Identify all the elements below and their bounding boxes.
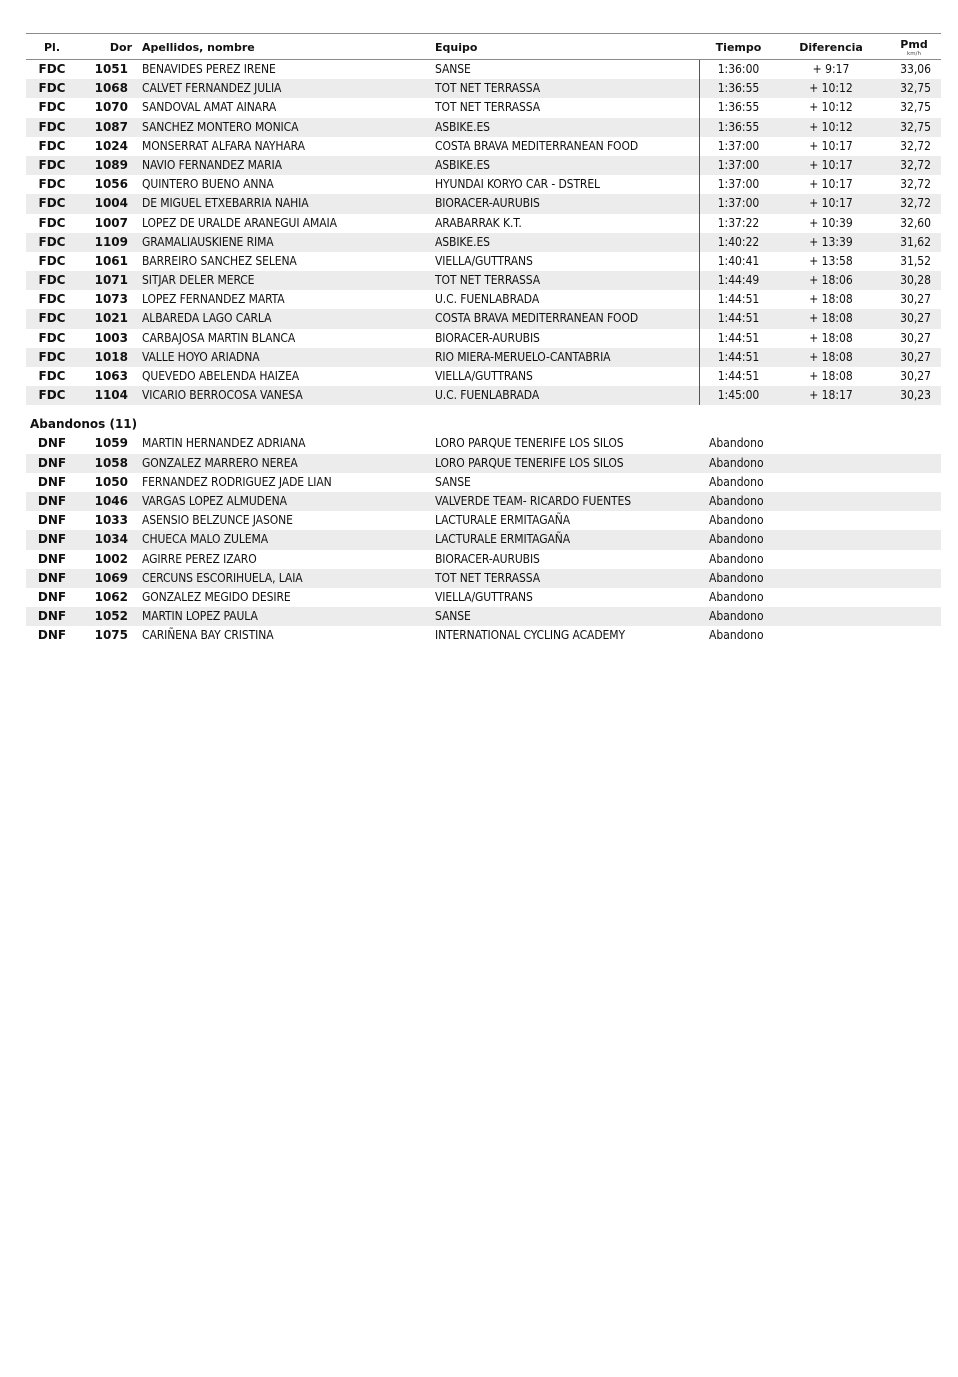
cell-time: 1:37:00 bbox=[717, 177, 760, 192]
header-pl: Pl. bbox=[43, 41, 60, 54]
table-row bbox=[26, 434, 941, 453]
cell-name: CALVET FERNANDEZ JULIA bbox=[142, 81, 282, 96]
table-row bbox=[26, 492, 941, 511]
table-header bbox=[26, 34, 941, 59]
cell-name: GONZALEZ MARRERO NEREA bbox=[142, 455, 298, 470]
cell-dor: 1002 bbox=[94, 551, 128, 566]
cell-team: VIELLA/GUTTRANS bbox=[435, 253, 533, 268]
cell-time: 1:44:51 bbox=[717, 292, 760, 307]
cell-team: RIO MIERA-MERUELO-CANTABRIA bbox=[435, 349, 611, 364]
cell-name: QUEVEDO ABELENDA HAIZEA bbox=[142, 369, 300, 383]
cell-time: 1:44:51 bbox=[717, 311, 760, 326]
table-row bbox=[26, 233, 941, 252]
cell-dor: 1063 bbox=[94, 369, 128, 383]
cell-diff: + 18:08 bbox=[809, 330, 853, 345]
abandonos-title-text: Abandonos (11) bbox=[30, 417, 138, 432]
table-row bbox=[26, 98, 941, 117]
cell-dor: 1051 bbox=[94, 62, 128, 76]
column-divider bbox=[699, 329, 700, 348]
cell-status: Abandono bbox=[709, 570, 764, 585]
cell-dor: 1004 bbox=[94, 196, 128, 211]
header-name: Apellidos, nombre bbox=[142, 41, 255, 54]
table-row bbox=[26, 530, 941, 549]
cell-name: ASENSIO BELZUNCE JASONE bbox=[142, 513, 293, 528]
table-row bbox=[26, 626, 941, 645]
cell-diff: + 18:17 bbox=[809, 388, 853, 403]
table-row bbox=[26, 309, 941, 328]
cell-pmd: 32,60 bbox=[900, 215, 931, 230]
cell-diff: + 10:17 bbox=[809, 177, 853, 192]
cell-team: U.C. FUENLABRADA bbox=[435, 388, 540, 403]
cell-team: COSTA BRAVA MEDITERRANEAN FOOD bbox=[435, 138, 639, 153]
cell-dor: 1109 bbox=[94, 234, 128, 249]
cell-dor: 1061 bbox=[94, 253, 128, 268]
column-divider bbox=[699, 233, 700, 252]
cell-name: ALBAREDA LAGO CARLA bbox=[142, 311, 272, 326]
table-row bbox=[26, 290, 941, 309]
cell-team: LACTURALE ERMITAGAÑA bbox=[435, 532, 571, 547]
cell-diff: + 13:58 bbox=[809, 253, 853, 268]
table-row bbox=[26, 588, 941, 607]
cell-name: VARGAS LOPEZ ALMUDENA bbox=[142, 493, 287, 508]
cell-pl: FDC bbox=[38, 215, 66, 230]
cell-team: TOT NET TERRASSA bbox=[435, 81, 541, 96]
cell-time: 1:36:55 bbox=[717, 119, 760, 134]
table-row bbox=[26, 329, 941, 348]
table-row bbox=[26, 60, 941, 79]
cell-pl: FDC bbox=[38, 234, 66, 249]
column-divider bbox=[699, 60, 700, 79]
cell-team: SANSE bbox=[435, 474, 471, 489]
cell-name: SITJAR DELER MERCE bbox=[142, 273, 255, 288]
cell-name: MONSERRAT ALFARA NAYHARA bbox=[142, 138, 305, 153]
cell-name: LOPEZ FERNANDEZ MARTA bbox=[142, 292, 285, 307]
cell-diff: + 10:12 bbox=[809, 119, 853, 134]
cell-pmd: 30,27 bbox=[900, 369, 931, 383]
cell-pmd: 32,75 bbox=[900, 119, 931, 134]
cell-dor: 1069 bbox=[94, 570, 128, 585]
cell-name: SANDOVAL AMAT AINARA bbox=[142, 100, 277, 115]
cell-team: LACTURALE ERMITAGAÑA bbox=[435, 513, 571, 528]
cell-pl: FDC bbox=[38, 138, 66, 153]
cell-dor: 1059 bbox=[94, 436, 128, 451]
cell-team: LORO PARQUE TENERIFE LOS SILOS bbox=[435, 436, 624, 451]
cell-dor: 1024 bbox=[94, 138, 128, 153]
cell-status: Abandono bbox=[709, 513, 764, 528]
cell-dor: 1058 bbox=[94, 455, 128, 470]
cell-team: VIELLA/GUTTRANS bbox=[435, 369, 533, 383]
column-divider bbox=[699, 252, 700, 271]
cell-pl: FDC bbox=[38, 62, 66, 76]
cell-status: Abandono bbox=[709, 455, 764, 470]
cell-pl: DNF bbox=[37, 455, 67, 470]
cell-pmd: 32,75 bbox=[900, 100, 931, 115]
cell-name: CARBAJOSA MARTIN BLANCA bbox=[142, 330, 296, 345]
cell-diff: + 18:08 bbox=[809, 349, 853, 364]
cell-time: 1:37:00 bbox=[717, 157, 760, 172]
cell-team: ASBIKE.ES bbox=[435, 119, 490, 134]
cell-pmd: 32,72 bbox=[900, 177, 931, 192]
cell-dor: 1075 bbox=[94, 628, 128, 643]
cell-team: BIORACER-AURUBIS bbox=[435, 196, 540, 211]
cell-diff: + 13:39 bbox=[809, 234, 853, 249]
column-divider bbox=[699, 98, 700, 117]
cell-pmd: 32,72 bbox=[900, 138, 931, 153]
cell-pl: DNF bbox=[37, 570, 67, 585]
cell-name: BARREIRO SANCHEZ SELENA bbox=[142, 253, 297, 268]
cell-pl: DNF bbox=[37, 628, 67, 643]
cell-pl: FDC bbox=[38, 311, 66, 326]
cell-team: VALVERDE TEAM- RICARDO FUENTES bbox=[435, 493, 632, 508]
cell-dor: 1104 bbox=[94, 388, 128, 403]
cell-time: 1:40:41 bbox=[717, 253, 760, 268]
cell-team: INTERNATIONAL CYCLING ACADEMY bbox=[435, 628, 625, 643]
cell-pl: DNF bbox=[37, 532, 67, 547]
cell-team: BIORACER-AURUBIS bbox=[435, 551, 540, 566]
table-row bbox=[26, 175, 941, 194]
cell-diff: + 10:17 bbox=[809, 157, 853, 172]
cell-pl: FDC bbox=[38, 369, 66, 383]
cell-team: HYUNDAI KORYO CAR - DSTREL bbox=[435, 177, 600, 192]
cell-time: 1:36:55 bbox=[717, 100, 760, 115]
cell-pmd: 30,23 bbox=[900, 388, 931, 403]
column-divider bbox=[699, 214, 700, 233]
cell-pmd: 30,27 bbox=[900, 349, 931, 364]
cell-name: DE MIGUEL ETXEBARRIA NAHIA bbox=[142, 196, 309, 211]
table-row bbox=[26, 194, 941, 213]
cell-name: CARIÑENA BAY CRISTINA bbox=[142, 628, 274, 643]
cell-time: 1:36:55 bbox=[717, 81, 760, 96]
cell-pmd: 32,72 bbox=[900, 196, 931, 211]
table-row bbox=[26, 511, 941, 530]
cell-time: 1:45:00 bbox=[717, 388, 760, 403]
cell-team: ASBIKE.ES bbox=[435, 157, 490, 172]
column-divider bbox=[699, 386, 700, 405]
cell-team: TOT NET TERRASSA bbox=[435, 570, 541, 585]
cell-diff: + 18:08 bbox=[809, 369, 853, 383]
cell-team: COSTA BRAVA MEDITERRANEAN FOOD bbox=[435, 311, 639, 326]
cell-name: VALLE HOYO ARIADNA bbox=[142, 349, 260, 364]
cell-name: MARTIN LOPEZ PAULA bbox=[142, 609, 258, 624]
cell-pmd: 30,28 bbox=[900, 273, 931, 288]
cell-name: FERNANDEZ RODRIGUEZ JADE LIAN bbox=[142, 474, 332, 489]
cell-pmd: 31,52 bbox=[900, 253, 931, 268]
cell-dor: 1087 bbox=[94, 119, 128, 134]
cell-dor: 1034 bbox=[94, 532, 128, 547]
table-row bbox=[26, 156, 941, 175]
table-row bbox=[26, 252, 941, 271]
cell-time: 1:44:51 bbox=[717, 330, 760, 345]
cell-pl: DNF bbox=[37, 474, 67, 489]
column-divider bbox=[699, 194, 700, 213]
results-sheet bbox=[26, 33, 941, 645]
cell-name: SANCHEZ MONTERO MONICA bbox=[142, 119, 299, 134]
cell-time: 1:37:22 bbox=[717, 215, 760, 230]
cell-dor: 1021 bbox=[94, 311, 128, 326]
cell-pl: DNF bbox=[37, 589, 67, 604]
cell-name: CHUECA MALO ZULEMA bbox=[142, 532, 268, 547]
table-row bbox=[26, 473, 941, 492]
cell-status: Abandono bbox=[709, 474, 764, 489]
cell-pl: FDC bbox=[38, 100, 66, 115]
column-divider bbox=[699, 137, 700, 156]
cell-pmd: 32,75 bbox=[900, 81, 931, 96]
cell-diff: + 10:17 bbox=[809, 196, 853, 211]
cell-pl: DNF bbox=[37, 513, 67, 528]
header-time: Tiempo bbox=[715, 41, 762, 54]
table-row bbox=[26, 454, 941, 473]
table-row bbox=[26, 607, 941, 626]
table-row bbox=[26, 348, 941, 367]
cell-name: CERCUNS ESCORIHUELA, LAIA bbox=[142, 570, 303, 585]
cell-dor: 1003 bbox=[94, 330, 128, 345]
cell-dor: 1073 bbox=[94, 292, 128, 307]
table-row bbox=[26, 79, 941, 98]
cell-dor: 1050 bbox=[94, 474, 128, 489]
cell-team: U.C. FUENLABRADA bbox=[435, 292, 540, 307]
cell-diff: + 10:39 bbox=[809, 215, 853, 230]
header-pmd-unit: km/h bbox=[907, 51, 921, 57]
cell-status: Abandono bbox=[709, 609, 764, 624]
cell-pl: FDC bbox=[38, 388, 66, 403]
cell-diff: + 18:08 bbox=[809, 292, 853, 307]
column-divider bbox=[699, 309, 700, 328]
cell-pl: FDC bbox=[38, 349, 66, 364]
column-divider bbox=[699, 156, 700, 175]
column-divider bbox=[699, 348, 700, 367]
column-divider bbox=[699, 118, 700, 137]
cell-pl: DNF bbox=[37, 436, 67, 451]
cell-pl: FDC bbox=[38, 119, 66, 134]
cell-dor: 1068 bbox=[94, 81, 128, 96]
table-row bbox=[26, 271, 941, 290]
column-divider bbox=[699, 79, 700, 98]
results-table bbox=[26, 60, 941, 405]
cell-time: 1:44:51 bbox=[717, 369, 760, 383]
cell-pmd: 30,27 bbox=[900, 330, 931, 345]
cell-dor: 1062 bbox=[94, 589, 128, 604]
cell-pl: FDC bbox=[38, 253, 66, 268]
cell-pl: FDC bbox=[38, 177, 66, 192]
column-divider bbox=[699, 175, 700, 194]
table-row bbox=[26, 137, 941, 156]
cell-name: VICARIO BERROCOSA VANESA bbox=[142, 388, 303, 403]
cell-pl: FDC bbox=[38, 157, 66, 172]
cell-pl: FDC bbox=[38, 196, 66, 211]
cell-pmd: 30,27 bbox=[900, 311, 931, 326]
cell-dor: 1007 bbox=[94, 215, 128, 230]
cell-diff: + 10:12 bbox=[809, 100, 853, 115]
cell-team: BIORACER-AURUBIS bbox=[435, 330, 540, 345]
cell-team: SANSE bbox=[435, 609, 471, 624]
cell-time: 1:44:49 bbox=[717, 273, 760, 288]
cell-time: 1:44:51 bbox=[717, 349, 760, 364]
cell-diff: + 18:08 bbox=[809, 311, 853, 326]
cell-diff: + 10:17 bbox=[809, 138, 853, 153]
cell-status: Abandono bbox=[709, 532, 764, 547]
cell-team: ASBIKE.ES bbox=[435, 234, 490, 249]
cell-dor: 1052 bbox=[94, 609, 128, 624]
cell-dor: 1046 bbox=[94, 493, 128, 508]
cell-name: MARTIN HERNANDEZ ADRIANA bbox=[142, 436, 306, 451]
table-row bbox=[26, 367, 941, 386]
cell-time: 1:37:00 bbox=[717, 196, 760, 211]
abandonos-table bbox=[26, 434, 941, 645]
cell-status: Abandono bbox=[709, 551, 764, 566]
cell-time: 1:36:00 bbox=[717, 62, 760, 76]
column-divider bbox=[699, 290, 700, 309]
cell-time: 1:40:22 bbox=[717, 234, 760, 249]
cell-pl: FDC bbox=[38, 292, 66, 307]
cell-pl: DNF bbox=[37, 551, 67, 566]
cell-pl: DNF bbox=[37, 493, 67, 508]
cell-status: Abandono bbox=[709, 493, 764, 508]
cell-status: Abandono bbox=[709, 589, 764, 604]
cell-status: Abandono bbox=[709, 628, 764, 643]
table-row bbox=[26, 569, 941, 588]
cell-name: AGIRRE PEREZ IZARO bbox=[142, 551, 257, 566]
cell-pmd: 30,27 bbox=[900, 292, 931, 307]
column-divider bbox=[699, 271, 700, 290]
table-row bbox=[26, 550, 941, 569]
cell-name: QUINTERO BUENO ANNA bbox=[142, 177, 274, 192]
cell-name: BENAVIDES PEREZ IRENE bbox=[142, 62, 276, 76]
cell-pl: FDC bbox=[38, 273, 66, 288]
cell-dor: 1070 bbox=[94, 100, 128, 115]
cell-team: ARABARRAK K.T. bbox=[435, 215, 522, 230]
cell-team: LORO PARQUE TENERIFE LOS SILOS bbox=[435, 455, 624, 470]
cell-name: LOPEZ DE URALDE ARANEGUI AMAIA bbox=[142, 215, 337, 230]
cell-diff: + 18:06 bbox=[809, 273, 853, 288]
cell-team: VIELLA/GUTTRANS bbox=[435, 589, 533, 604]
cell-team: TOT NET TERRASSA bbox=[435, 273, 541, 288]
cell-status: Abandono bbox=[709, 436, 764, 451]
cell-pl: FDC bbox=[38, 330, 66, 345]
column-divider bbox=[699, 367, 700, 386]
header-team: Equipo bbox=[435, 41, 478, 54]
cell-name: GONZALEZ MEGIDO DESIRE bbox=[142, 589, 291, 604]
cell-name: NAVIO FERNANDEZ MARIA bbox=[142, 157, 282, 172]
header-pmd: Pmd bbox=[900, 38, 928, 51]
cell-dor: 1018 bbox=[94, 349, 128, 364]
cell-time: 1:37:00 bbox=[717, 138, 760, 153]
cell-pl: FDC bbox=[38, 81, 66, 96]
cell-dor: 1033 bbox=[94, 513, 128, 528]
cell-dor: 1071 bbox=[94, 273, 128, 288]
cell-team: SANSE bbox=[435, 62, 471, 76]
table-row bbox=[26, 386, 941, 405]
table-row bbox=[26, 214, 941, 233]
cell-pl: DNF bbox=[37, 609, 67, 624]
abandonos-title bbox=[26, 414, 941, 434]
cell-diff: + 10:12 bbox=[809, 81, 853, 96]
table-row bbox=[26, 118, 941, 137]
cell-name: GRAMALIAUSKIENE RIMA bbox=[142, 234, 274, 249]
cell-dor: 1056 bbox=[94, 177, 128, 192]
header-dor: Dor bbox=[109, 41, 132, 54]
header-diff: Diferencia bbox=[799, 41, 863, 54]
cell-pmd: 32,72 bbox=[900, 157, 931, 172]
cell-diff: + 9:17 bbox=[812, 62, 850, 76]
cell-pmd: 31,62 bbox=[900, 234, 931, 249]
cell-dor: 1089 bbox=[94, 157, 128, 172]
cell-team: TOT NET TERRASSA bbox=[435, 100, 541, 115]
cell-pmd: 33,06 bbox=[900, 62, 931, 76]
